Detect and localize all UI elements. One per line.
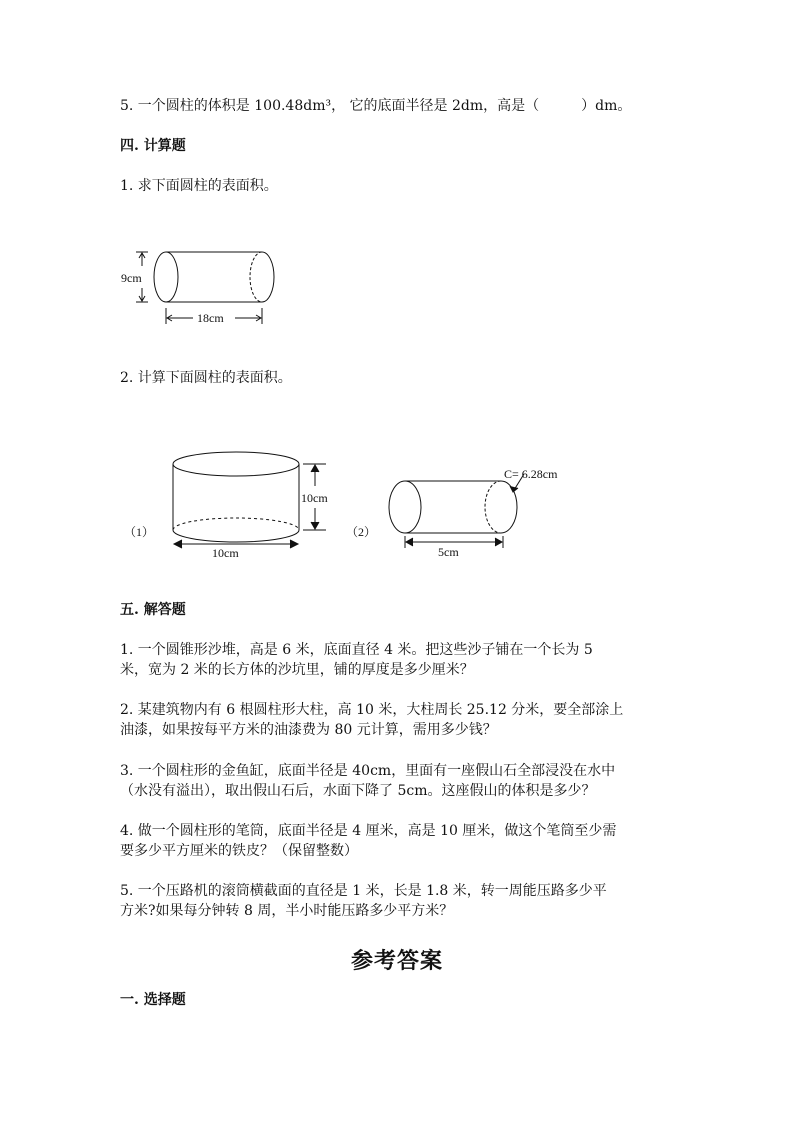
word-problem-4-line-2: 要多少平方厘米的铁皮？（保留整数） — [120, 843, 358, 859]
word-problem-3-line-1: 3. 一个圆柱形的金鱼缸，底面半径是 40cm，里面有一座假山石全部浸没在水中 — [120, 763, 616, 779]
section-4-title: 四. 计算题 — [120, 138, 186, 154]
q2a-diameter-label: 10cm — [212, 546, 239, 560]
answer-key-title: 参考答案 — [350, 948, 443, 974]
word-problem-5-line-2: 方米?如果每分钟转 8 周，半小时能压路多少平方米？ — [120, 903, 454, 919]
calc-question-2: 2. 计算下面圆柱的表面积。 — [120, 370, 292, 386]
word-problem-2-line-2: 油漆，如果按每平方米的油漆费为 80 元计算，需用多少钱？ — [120, 722, 497, 738]
word-problem-1-line-2: 米，宽为 2 米的长方体的沙坑里，铺的厚度是多少厘米？ — [120, 662, 474, 678]
q1-length-label: 18cm — [197, 311, 224, 325]
answer-section-1-title: 一. 选择题 — [120, 992, 186, 1008]
section-5-title: 五. 解答题 — [120, 602, 186, 618]
cylinder-figure-1 — [118, 244, 288, 334]
word-problem-3-line-2: （水没有溢出），取出假山石后，水面下降了 5cm。这座假山的体积是多少？ — [120, 783, 596, 799]
cylinder-figure-2b — [346, 462, 576, 558]
q2b-length-label: 5cm — [438, 545, 459, 559]
calc-question-1: 1. 求下面圆柱的表面积。 — [120, 178, 278, 194]
question-5-fill: 5. 一个圆柱的体积是 100.48dm³， 它的底面半径是 2dm，高是（ ）dm。 — [120, 98, 632, 114]
q2a-height-label: 10cm — [301, 491, 328, 505]
cylinder-figure-2a — [120, 448, 350, 560]
q1-height-label: 9cm — [121, 271, 142, 285]
q2b-circumference-label: C= 6.28cm — [504, 467, 558, 481]
figure-tag-2: （2） — [346, 525, 377, 539]
word-problem-5-line-1: 5. 一个压路机的滚筒横截面的直径是 1 米，长是 1.8 米，转一周能压路多少平 — [120, 883, 607, 899]
word-problem-2-line-1: 2. 某建筑物内有 6 根圆柱形大柱，高 10 米，大柱周长 25.12 分米，要全部涂上 — [120, 702, 624, 718]
word-problem-4-line-1: 4. 做一个圆柱形的笔筒，底面半径是 4 厘米，高是 10 厘米，做这个笔筒至少需 — [120, 823, 617, 839]
figure-tag-1: （1） — [124, 525, 155, 539]
word-problem-1-line-1: 1. 一个圆锥形沙堆，高是 6 米，底面直径 4 米。把这些沙子铺在一个长为 5 — [120, 642, 593, 658]
